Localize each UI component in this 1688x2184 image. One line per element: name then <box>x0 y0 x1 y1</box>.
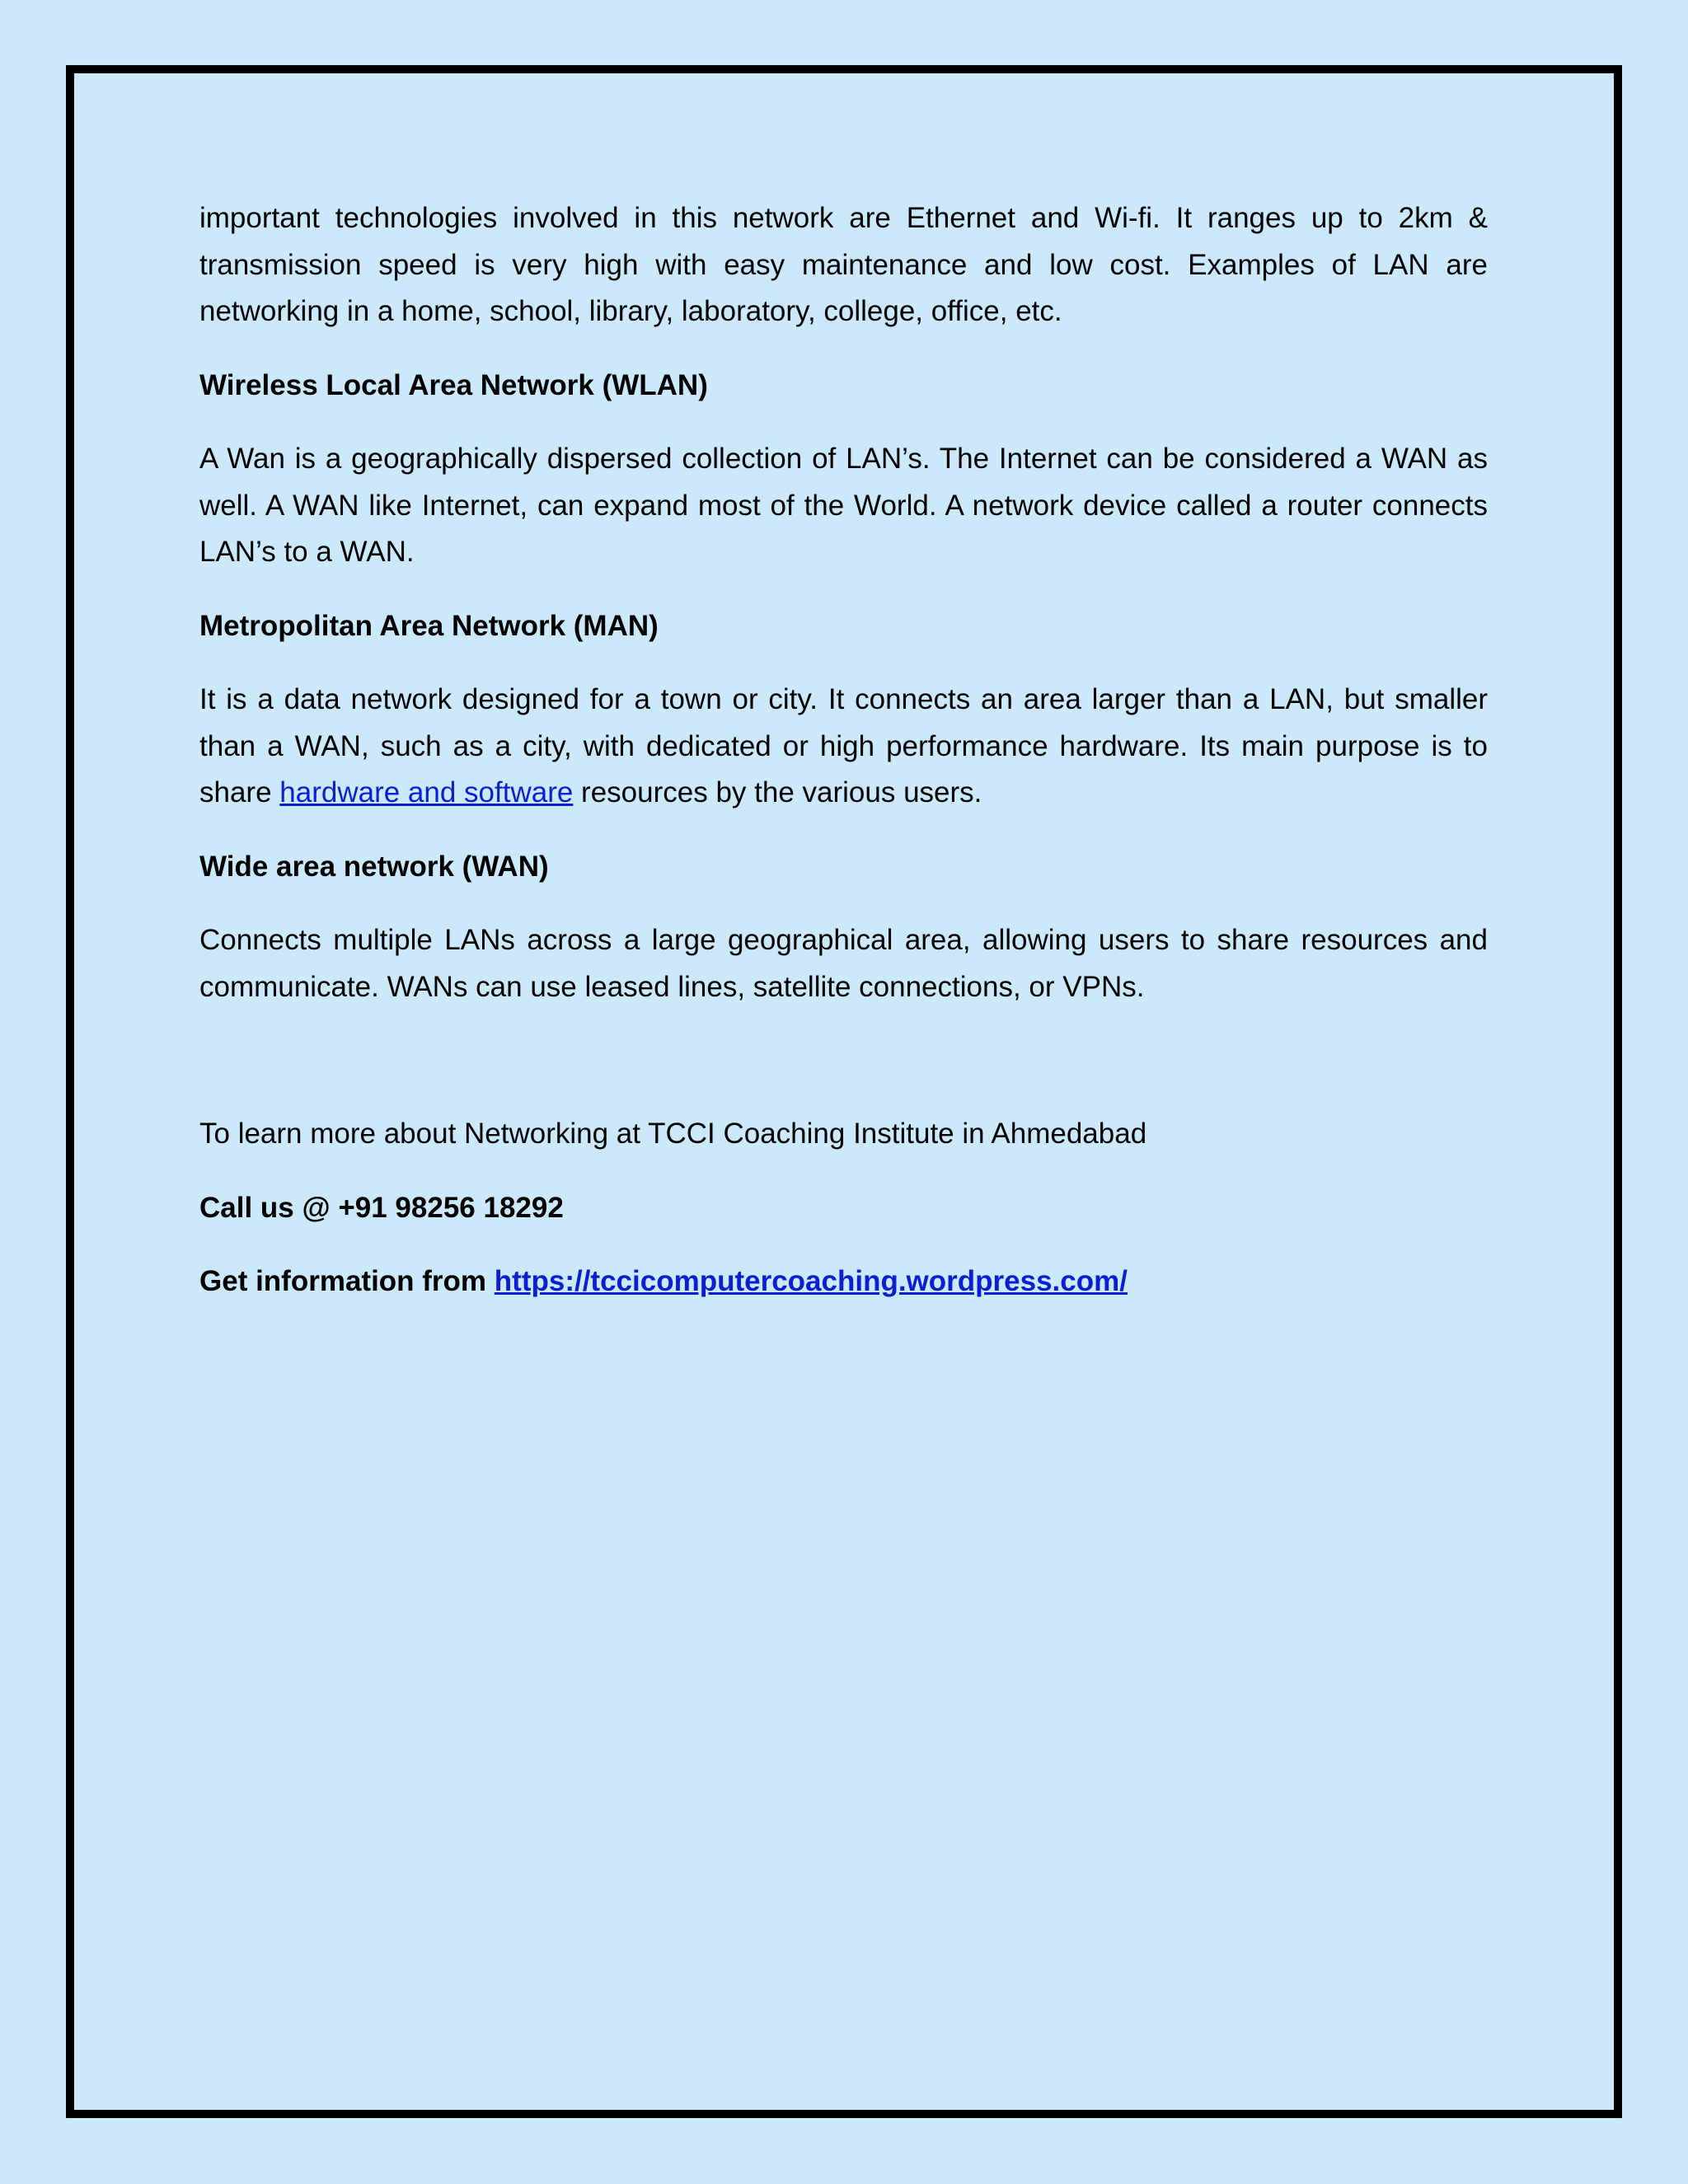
man-paragraph-text-start: It is a data network designed for a town or city. It connects an area larger than a LAN, but smaller than a WAN, such as a city, with dedicated or high performance hardware. Its main purpose is to share <box>199 683 1488 808</box>
website-link[interactable]: https://tccicomputercoaching.wordpress.com/ <box>494 1265 1128 1297</box>
wan-heading: Wide area network (WAN) <box>199 850 549 883</box>
man-paragraph-text-end: resources by the various users. <box>573 776 982 808</box>
wan-paragraph: Connects multiple LANs across a large geographical area, allowing users to share resources and communicate. WANs can use leased lines, satellite connections, or VPNs. <box>199 924 1488 1003</box>
wlan-paragraph: A Wan is a geographically dispersed collection of LAN’s. The Internet can be considered a WAN as well. A WAN like Internet, can expand most of the World. A network device called a router connects LAN’s to a WAN. <box>199 443 1488 568</box>
document-body <box>199 195 1488 1305</box>
get-information-line <box>199 1258 1488 1305</box>
get-information-label: Get information from <box>199 1265 495 1297</box>
intro-paragraph: important technologies involved in this network are Ethernet and Wi-fi. It ranges up to 2km & transmission speed is very high with easy maintenance and low cost. Examples of LAN are networking in a home, school, library, laboratory, college, office, etc. <box>199 202 1488 327</box>
learn-more-text: To learn more about Networking at TCCI Coaching Institute in Ahmedabad <box>199 1118 1147 1150</box>
man-heading: Metropolitan Area Network (MAN) <box>199 609 659 642</box>
man-paragraph <box>199 677 1488 817</box>
hardware-software-link[interactable]: hardware and software <box>279 776 574 808</box>
call-us-text: Call us @ +91 98256 18292 <box>199 1191 564 1224</box>
wlan-heading: Wireless Local Area Network (WLAN) <box>199 368 708 401</box>
